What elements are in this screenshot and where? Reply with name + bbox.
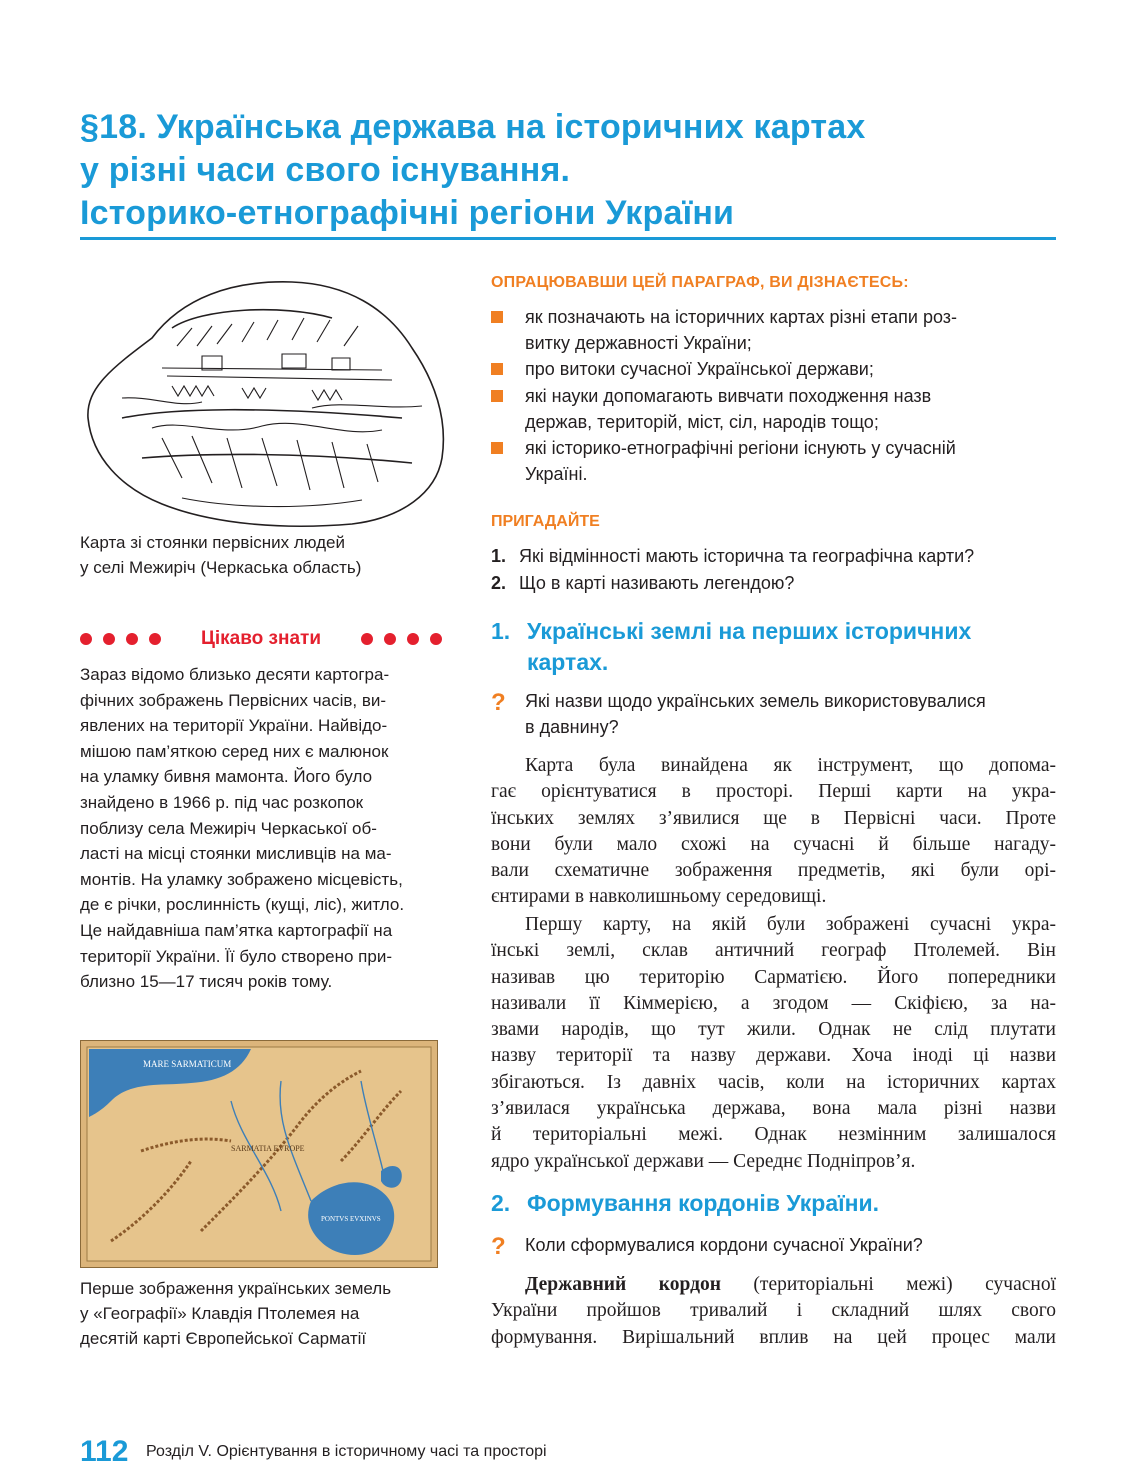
interesting-title: Цікаво знати bbox=[200, 628, 322, 649]
bullet-square-icon bbox=[491, 442, 503, 454]
title-line-1: §18. Українська держава на історичних картах bbox=[80, 108, 866, 146]
map-label-mare: MARE SARMATICUM bbox=[143, 1059, 232, 1069]
section-1-heading: 1. Українські землі на перших історичних картах. bbox=[491, 618, 972, 675]
remember-list bbox=[491, 543, 974, 597]
section-2-heading: 2. Формування кордонів України. bbox=[491, 1190, 880, 1216]
question-2: ? Коли сформувалися кордони сучасної України? bbox=[491, 1233, 923, 1260]
learn-heading: ОПРАЦЮВАВШИ ЦЕЙ ПАРАГРАФ, ВИ ДІЗНАЄТЕСЬ: bbox=[491, 274, 909, 291]
list-item: які історико-етнографічні регіони існують у сучасній Україні. bbox=[491, 435, 1061, 487]
title-line-2: у різні часи свого існування. bbox=[80, 151, 571, 189]
list-item: які науки допомагають вивчати походження назв держав, територій, міст, сіл, народів тощо; bbox=[491, 383, 1061, 435]
ptolemy-map-image bbox=[80, 1040, 438, 1268]
interesting-text: Зараз відомо близько десяти картогра- фічних зображень Первісних часів, ви- явлених на території України. Найвідо- мішою пам’яткою серед них є малюнок на уламку бивня мамонта. Його було знайдено в 1966 р. під час розкопок поблизу села Межиріч Черкаської об- ласті на місці стоянки мисливців на ма- монтів. На уламку зображено місцевість, де є річки, рослинність (кущі, ліс), житло. Це найдавніша пам’ятка картографії на території України. Її було створено при- близно 15—17 тисяч років тому. bbox=[80, 665, 405, 992]
ptolemy-map-drawing bbox=[81, 1041, 437, 1267]
decorative-dots-left bbox=[80, 633, 161, 645]
list-item: 1. Які відмінності мають історична та географічна карти? bbox=[491, 546, 975, 566]
question-mark-icon: ? bbox=[491, 689, 506, 716]
bullet-square-icon bbox=[491, 311, 503, 323]
bullet-square-icon bbox=[491, 390, 503, 402]
figure1-caption: Карта зі стоянки первісних людей у селі Межиріч (Черкаська область) bbox=[80, 533, 362, 577]
map-label-center: SARMATIA EVROPE bbox=[231, 1144, 305, 1153]
title-line-3: Історико-етнографічні регіони України bbox=[80, 194, 735, 232]
list-item: 2. Що в карті називають легендою? bbox=[491, 573, 795, 593]
list-item: як позначають на історичних картах різні етапи роз- витку державності України; bbox=[491, 304, 1061, 356]
body-paragraph-1: Карта була винайдена як інструмент, що допома- гає орієнтуватися в просторі. Перші карти на укра- їнських землях з’явилися ще в Первісні часи. Проте вони були мало схожі на сучасні й більше нагаду- вали схематичне зображення предметів, які були орі- єнтирами в навколишньому середовищі. bbox=[491, 755, 1056, 908]
map-label-sea: PONTVS EVXINVS bbox=[321, 1215, 381, 1223]
paragraph-title bbox=[80, 106, 1040, 235]
figure2-caption: Перше зображення українських земель у «Географії» Клавдія Птолемея на десятій карті Європейської Сарматії bbox=[80, 1279, 392, 1348]
footer-chapter-title: Розділ V. Орієнтування в історичному часі та просторі bbox=[146, 1443, 547, 1460]
interesting-heading bbox=[80, 624, 442, 654]
remember-heading: ПРИГАДАЙТЕ bbox=[491, 513, 600, 530]
learn-bullet-list bbox=[491, 304, 1061, 487]
list-item: про витоки сучасної Української держави; bbox=[491, 356, 1061, 382]
question-mark-icon: ? bbox=[491, 1233, 506, 1260]
mezhyrich-map-illustration bbox=[82, 268, 452, 530]
bullet-square-icon bbox=[491, 363, 503, 375]
title-divider bbox=[80, 237, 1056, 240]
decorative-dots-right bbox=[361, 633, 442, 645]
body-paragraph-2: Першу карту, на якій були зображені сучасні укра- їнські землі, склав античний географ Птолемей. Він називав цю територію Сарматією. Його попередники називали її Кіммерією, а згодом — Скіфією, за на- звами народів, що тут жили. Однак не слід плутати назву території та назву держави. Хоча іноді ці назви збігаються. Із давніх часів, коли на історичних картах з’явилася українська держава, вона мала різні назви й територіальні межі. Однак незмінним залишалося ядро української держави — Середнє Подніпров’я. bbox=[491, 914, 1056, 1172]
term-state-border: Державний кордон bbox=[525, 1274, 721, 1295]
body-paragraph-3: Державний кордон (територіальні межі) сучасної України пройшов тривалий і складний шлях свого формування. Вирішальний вплив на цей процес мали bbox=[491, 1274, 1056, 1348]
page-number: 112 bbox=[80, 1435, 129, 1468]
question-1: ? Які назви щодо українських земель використовувалися в давнину? bbox=[491, 689, 986, 737]
